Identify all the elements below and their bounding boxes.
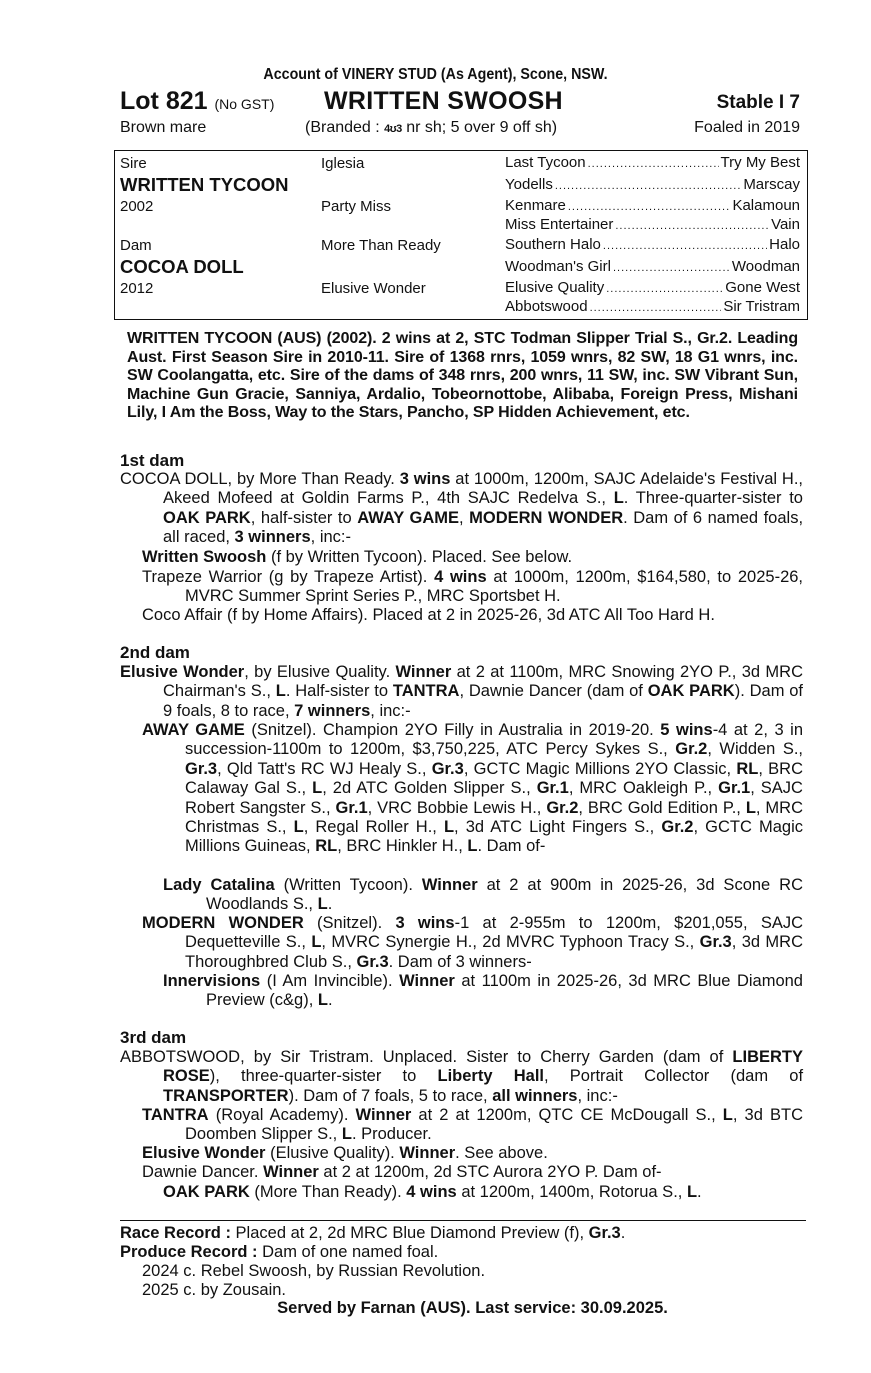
foal-entry: AWAY GAME (Snitzel). Champion 2YO Filly in Australia in 2019-20. 5 wins-4 at 2, 3 in succession-1100m to 1200m, $3,750,225, ATC Percy Sykes S., Gr.2, Widden S., Gr.3, Qld Tatt's RC WJ Healy S., Gr.3, GCTC Magic Millions 2YO Classic, RL, BRC Calaway Gal S., L, 2d ATC Golden Slipper S., Gr.1, MRC Oakleigh P., Gr.1, SAJC Robert Sangster S., Gr.1, VRC Bobbie Lewis H., Gr.2, BRC Gold Edition P., L, MRC Christmas S., L, Regal Roller H., L, 3d ATC Light Fingers S., Gr.2, GCTC Magic Millions Guineas, RL, BRC Hinkler H., L. Dam of- xyxy=(142,721,804,856)
pedigree-gen3-row xyxy=(505,258,800,275)
brand-icon: 4ʊ3 xyxy=(384,123,402,135)
produce-record xyxy=(120,1243,438,1262)
pedigree-gen3-row xyxy=(505,236,800,253)
foal-entry: Innervisions (I Am Invincible). Winner at 1100m in 2025-26, 3d MRC Blue Diamond Preview (c&g), L. xyxy=(163,972,803,1010)
produce-record-text: Dam of one named foal. xyxy=(257,1243,439,1261)
gen3-right: Try My Best xyxy=(720,154,800,171)
foal-entry: Coco Affair (f by Home Affairs). Placed at 2 in 2025-26, 3d ATC All Too Hard H. xyxy=(142,606,715,624)
stable-number: Stable I 7 xyxy=(716,92,800,113)
foal-entry: Written Swoosh (f by Written Tycoon). Placed. See below. xyxy=(142,548,573,566)
pedigree-gen3-row xyxy=(505,216,800,233)
horse-name: WRITTEN SWOOSH xyxy=(324,87,563,115)
service-note: Served by Farnan (AUS). Last service: 30.09.2025. xyxy=(277,1299,668,1317)
color-sex: Brown mare xyxy=(120,119,207,136)
second-dam-paragraph: Elusive Wonder, by Elusive Quality. Winner at 2 at 1100m, MRC Snowing 2YO P., 3d MRC Chairman's S., L. Half-sister to TANTRA, Dawnie Dancer (dam of OAK PARK). Dam of 9 foals, 8 to race, 7 winners, inc:- xyxy=(120,663,804,720)
second-dam-heading: 2nd dam xyxy=(120,643,190,662)
gen3-right: Vain xyxy=(771,216,800,233)
race-record-grade: Gr.3 xyxy=(588,1224,621,1242)
pedigree-gen2-item: Elusive Wonder xyxy=(321,280,426,297)
gen3-left: Elusive Quality xyxy=(505,279,605,296)
brand-description xyxy=(305,119,557,137)
dam-year: 2012 xyxy=(120,280,154,297)
pedigree-gen3-row xyxy=(505,279,800,296)
leader-dots xyxy=(555,180,741,192)
produce-foal: 2025 c. by Zousain. xyxy=(142,1281,287,1299)
gen3-right: Kalamoun xyxy=(732,197,800,214)
section-divider xyxy=(120,1220,806,1221)
foal-entry: Dawnie Dancer. Winner at 2 at 1200m, 2d STC Aurora 2YO P. Dam of- xyxy=(142,1163,662,1181)
race-record-label: Race Record : xyxy=(120,1224,231,1242)
leader-dots xyxy=(603,240,767,252)
leader-dots xyxy=(588,158,719,170)
pedigree-gen2-item: Iglesia xyxy=(321,155,365,172)
pedigree-gen3-row xyxy=(505,197,800,214)
foal-entry: TANTRA (Royal Academy). Winner at 2 at 1200m, QTC CE McDougall S., L, 3d BTC Doomben Slipper S., L. Producer. xyxy=(142,1106,804,1144)
sire-name: WRITTEN TYCOON xyxy=(120,174,289,195)
gen3-right: Marscay xyxy=(743,176,800,193)
lot-number xyxy=(120,87,274,116)
leader-dots xyxy=(613,262,730,274)
foal-entry: Elusive Wonder (Elusive Quality). Winner. See above. xyxy=(142,1144,548,1162)
pedigree-gen3-row xyxy=(505,298,800,315)
gen3-left: Last Tycoon xyxy=(505,154,586,171)
foal-entry: Trapeze Warrior (g by Trapeze Artist). 4 wins at 1000m, 1200m, $164,580, to 2025-26, MVRC Summer Sprint Series P., MRC Sportsbet H. xyxy=(142,568,804,606)
gen3-left: Yodells xyxy=(505,176,553,193)
gen3-left: Miss Entertainer xyxy=(505,216,614,233)
produce-foal: 2024 c. Rebel Swoosh, by Russian Revolution. xyxy=(142,1262,486,1280)
pedigree-gen2-item: Party Miss xyxy=(321,198,392,215)
race-record xyxy=(120,1224,625,1243)
leader-dots xyxy=(606,283,723,295)
gen3-right: Halo xyxy=(769,236,800,253)
sire-year: 2002 xyxy=(120,198,154,215)
pedigree-gen3-row xyxy=(505,154,800,171)
sire-summary: WRITTEN TYCOON (AUS) (2002). 2 wins at 2, STC Todman Slipper Trial S., Gr.2. Leading Aust. First Season Sire in 2010-11. Sire of 1368 rnrs, 1059 wnrs, 82 SW, 18 G1 wnrs, inc. SW Coolangatta, etc. Sire of the dams of 348 rnrs, 200 wnrs, 11 SW, inc. SW Vibrant Sun, Machine Gun Gracie, Sanniya, Ardalio, Tobeornottobe, Alibaba, Foreign Press, Mishani Lily, I Am the Boss, Way to the Stars, Pancho, SP Hidden Achievement, etc. xyxy=(127,330,798,422)
branded-prefix: (Branded : xyxy=(305,119,380,136)
leader-dots xyxy=(590,302,722,314)
sire-label: Sire xyxy=(120,155,147,172)
race-record-end: . xyxy=(620,1224,626,1242)
gen3-left: Southern Halo xyxy=(505,236,601,253)
gen3-left: Kenmare xyxy=(505,197,566,214)
gen3-right: Woodman xyxy=(731,258,800,275)
gst-note: (No GST) xyxy=(214,96,275,112)
third-dam-heading: 3rd dam xyxy=(120,1028,187,1047)
third-dam-paragraph: ABBOTSWOOD, by Sir Tristram. Unplaced. Sister to Cherry Garden (dam of LIBERTY ROSE), three-quarter-sister to Liberty Hall, Portrait Collector (dam of TRANSPORTER). Dam of 7 foals, 5 to race, all winners, inc:- xyxy=(120,1048,804,1105)
gen3-left: Woodman's Girl xyxy=(505,258,611,275)
vendor-account: Account of VINERY STUD (As Agent), Scone, NSW. xyxy=(263,66,608,83)
dam-name: COCOA DOLL xyxy=(120,256,244,277)
first-dam-heading: 1st dam xyxy=(120,451,185,470)
pedigree-gen2-item: More Than Ready xyxy=(321,237,441,254)
gen3-right: Sir Tristram xyxy=(723,298,800,315)
foal-entry: MODERN WONDER (Snitzel). 3 wins-1 at 2-955m to 1200m, $201,055, SAJC Dequetteville S., L, MVRC Synergie H., 2d MVRC Typhoon Tracy S., Gr.3, 3d MRC Thoroughbred Club S., Gr.3. Dam of 3 winners- xyxy=(142,914,803,971)
produce-record-label: Produce Record : xyxy=(120,1243,258,1261)
leader-dots xyxy=(615,220,769,232)
gen3-left: Abbotswood xyxy=(505,298,588,315)
lot-label: Lot 821 xyxy=(120,87,208,115)
race-record-text: Placed at 2, 2d MRC Blue Diamond Preview (f), xyxy=(230,1224,589,1242)
gen3-right: Gone West xyxy=(725,279,800,296)
branded-suffix: nr sh; 5 over 9 off sh) xyxy=(406,119,558,136)
foal-entry: OAK PARK (More Than Ready). 4 wins at 1200m, 1400m, Rotorua S., L. xyxy=(163,1183,702,1201)
dam-label: Dam xyxy=(120,237,152,254)
foaled-year: Foaled in 2019 xyxy=(694,119,800,136)
foal-entry: Lady Catalina (Written Tycoon). Winner at 2 at 900m in 2025-26, 3d Scone RC Woodlands S., L. xyxy=(163,876,803,914)
leader-dots xyxy=(568,201,731,213)
first-dam-paragraph: COCOA DOLL, by More Than Ready. 3 wins at 1000m, 1200m, SAJC Adelaide's Festival H., Akeed Mofeed at Goldin Farms P., 4th SAJC Redelva S., L. Three-quarter-sister to OAK PARK, half-sister to AWAY GAME, MODERN WONDER. Dam of 6 named foals, all raced, 3 winners, inc:- xyxy=(120,470,804,547)
pedigree-gen3-row xyxy=(505,176,800,193)
